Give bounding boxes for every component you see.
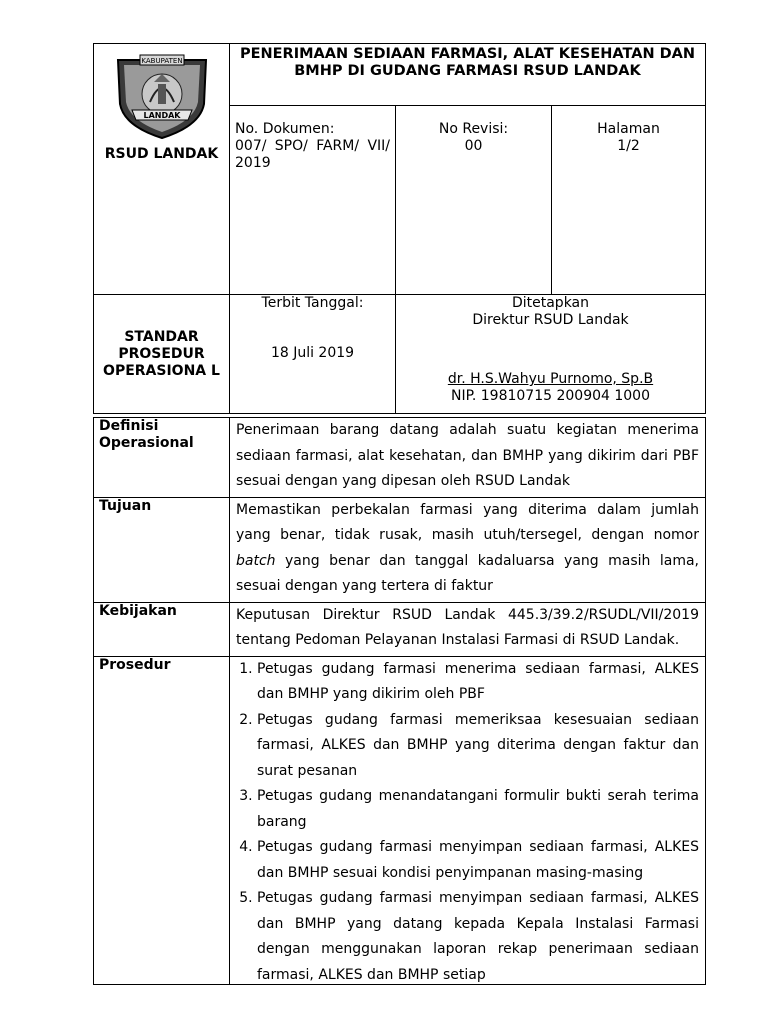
kebijakan-row <box>94 602 706 656</box>
signer-name: dr. H.S.Wahyu Purnomo, Sp.B <box>447 371 654 387</box>
kebijakan-text: Keputusan Direktur RSUD Landak 445.3/39.2/RSUDL/VII/2019 tentang Pedoman Pelayanan Instalasi Farmasi di RSUD Landak. <box>230 602 706 656</box>
hospital-logo <box>110 52 214 140</box>
revision-value: 00 <box>464 138 483 155</box>
svg-text:LANDAK: LANDAK <box>142 111 181 120</box>
tujuan-label: Tujuan <box>94 497 230 602</box>
prosedur-step: 4. Petugas gudang farmasi menyimpan sediaan farmasi, ALKES dan BMHP sesuai kondisi penyimpanan masing-masing <box>257 835 699 886</box>
page-value: 1/2 <box>617 138 640 155</box>
issue-date-label: Terbit Tanggal: <box>261 295 364 311</box>
prosedur-step: 2. Petugas gudang farmasi memeriksaa kesesuaian sediaan farmasi, ALKES dan BMHP yang diterima dengan faktur dan surat pesanan <box>257 708 699 785</box>
issue-date-value: 18 Juli 2019 <box>270 345 355 361</box>
document-number-cell <box>230 106 396 295</box>
prosedur-step: 5. Petugas gudang farmasi menyimpan sediaan farmasi, ALKES dan BMHP yang datang kepada Kepala Instalasi Farmasi dengan menggunakan laporan rekap penerimaan sediaan farmasi, ALKES dan BMHP setiap <box>257 886 699 982</box>
tujuan-italic-term: batch <box>236 552 276 569</box>
approved-label: Ditetapkan <box>511 295 590 311</box>
procedure-content-table <box>93 417 706 985</box>
revision-cell <box>396 106 552 295</box>
definisi-row <box>94 418 706 498</box>
hospital-name: RSUD LANDAK <box>104 146 219 162</box>
svg-text:KABUPATEN: KABUPATEN <box>140 57 183 65</box>
document-type: STANDAR PROSEDUR OPERASIONA L <box>94 295 230 414</box>
issue-date-cell <box>230 295 396 414</box>
tujuan-row <box>94 497 706 602</box>
prosedur-row <box>94 656 706 984</box>
tujuan-text: Memastikan perbekalan farmasi yang diterima dalam jumlah yang benar, tidak rusak, masih utuh/tersegel, dengan nomor batch yang benar dan tanggal kadaluarsa yang masih lama, sesuai dengan yang tertera di faktur <box>230 497 706 602</box>
document-number-label: No. Dokumen: <box>235 121 335 138</box>
prosedur-label: Prosedur <box>94 656 230 984</box>
logo-cell <box>94 44 230 295</box>
approval-cell <box>396 295 706 414</box>
spo-document <box>93 43 705 985</box>
document-number-value: 007/ SPO/ FARM/ VII/ 2019 <box>235 138 390 172</box>
definisi-text: Penerimaan barang datang adalah suatu kegiatan menerima sediaan farmasi, alat kesehatan, dan BMHP yang dikirim dari PBF sesuai dengan yang dipesan oleh RSUD Landak <box>230 418 706 498</box>
signer-nip: NIP. 19810715 200904 1000 <box>451 388 650 404</box>
kebijakan-label: Kebijakan <box>94 602 230 656</box>
prosedur-step: 3. Petugas gudang menandatangani formulir bukti serah terima barang <box>257 784 699 835</box>
prosedur-steps-list <box>236 657 699 982</box>
approved-by: Direktur RSUD Landak <box>472 312 629 328</box>
prosedur-steps-cell <box>230 656 706 984</box>
prosedur-step: 1. Petugas gudang farmasi menerima sediaan farmasi, ALKES dan BMHP yang dikirim oleh PBF <box>257 657 699 708</box>
page-number-cell <box>552 106 706 295</box>
document-header-table <box>93 43 706 414</box>
document-title: PENERIMAAN SEDIAAN FARMASI, ALAT KESEHATAN DAN BMHP DI GUDANG FARMASI RSUD LANDAK <box>230 44 706 106</box>
page-label: Halaman <box>597 121 660 138</box>
definisi-label: Definisi Operasional <box>94 418 230 498</box>
revision-label: No Revisi: <box>438 121 509 138</box>
